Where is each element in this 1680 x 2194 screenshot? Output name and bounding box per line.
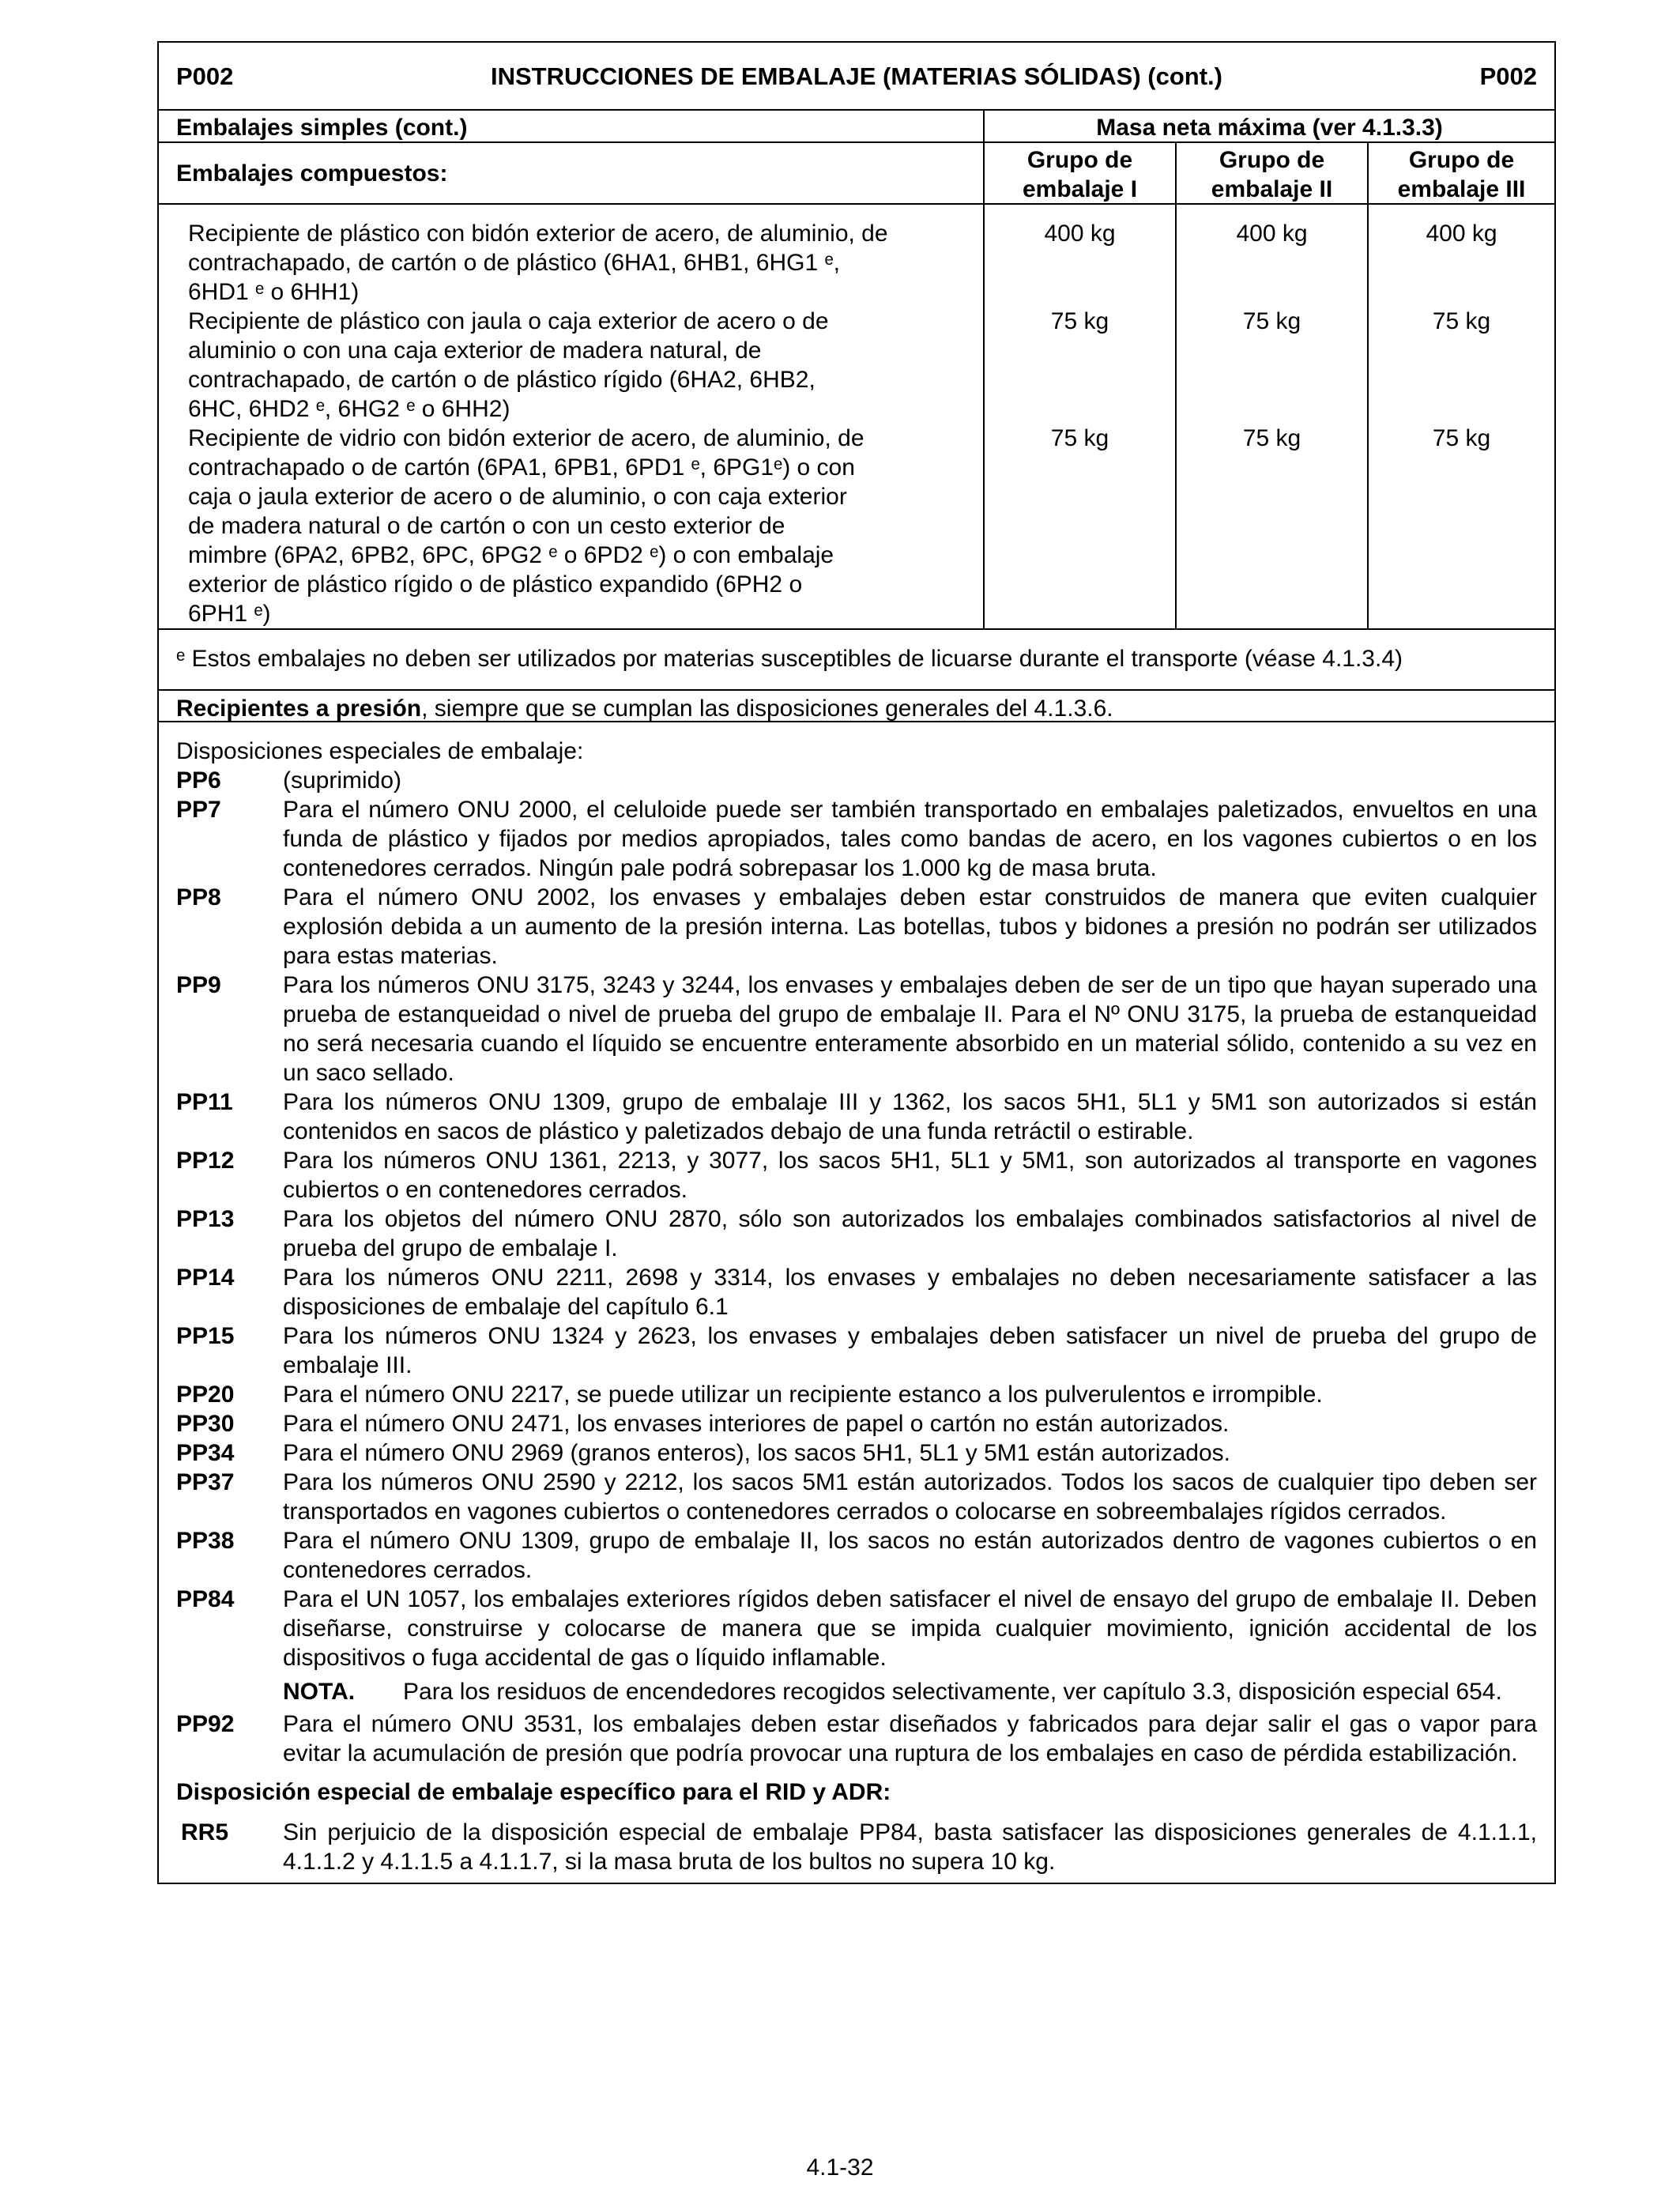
- provision-pp92: [176, 1710, 1537, 1768]
- provision-code: PP38: [176, 1528, 235, 1554]
- provision-pp14: [176, 1263, 1537, 1321]
- provision-text: Para el UN 1057, los embalajes exteriores rígidos deben satisfacer el nivel de ensayo del grupo de embalaje II. Deben diseñarse, construirse y colocarse de manera que se impida cualquier movimiento, ignición accidental de los dispositivos o fuga accidental de gas o líquido inflamable.: [283, 1586, 1537, 1671]
- simple-packagings-label: Embalajes simples (cont.): [159, 111, 983, 143]
- provision-pp37: [176, 1468, 1537, 1526]
- provision-pp34: [176, 1438, 1537, 1468]
- header-title: INSTRUCCIONES DE EMBALAJE (MATERIAS SÓLIDAS) (cont.): [491, 62, 1222, 90]
- group-header-1: Grupo de embalaje I: [983, 143, 1175, 205]
- composite-packagings-label: Embalajes compuestos:: [159, 143, 983, 205]
- provision-pp9: [176, 971, 1537, 1088]
- provision-code: PP8: [176, 884, 221, 910]
- provision-code: PP34: [176, 1440, 235, 1466]
- provision-code: PP15: [176, 1323, 235, 1349]
- packing-instruction-table: [157, 41, 1556, 1884]
- provision-text: Para los números ONU 2211, 2698 y 3314, los envases y embalajes no deben necesariamente satisfacer a las disposiciones de embalaje del capítulo 6.1: [283, 1265, 1537, 1320]
- max-net-mass-label: Masa neta máxima (ver 4.1.3.3): [983, 111, 1554, 143]
- composite-item-2: Recipiente de plástico con jaula o caja exterior de acero o de aluminio o con una caja exterior de madera natural, de contrachapado, de cartón o de plástico rígido (6HA2, 6HB2, 6HC, 6HD2 ᵉ, 6HG2 ᵉ o 6HH2): [188, 308, 829, 422]
- provision-text: Sin perjuicio de la disposición especial de embalaje PP84, basta satisfacer las disposiciones generales de 4.1.1.1, 4.1.1.2 y 4.1.1.5 a 4.1.1.7, si la masa bruta de los bultos no supera 10 kg.: [283, 1819, 1537, 1875]
- provision-code: PP92: [176, 1711, 235, 1737]
- pressure-receptacles-row: [159, 691, 1554, 722]
- provision-pp12: [176, 1146, 1537, 1204]
- provision-text: Para los números ONU 3175, 3243 y 3244, los envases y embalajes deben de ser de un tipo que hayan superado una prueba de estanqueidad o nivel de prueba del grupo de embalaje II. Para el Nº ONU 3175, la prueba de estanqueidad no será necesaria cuando el líquido se encuentre enteramente absorbido en un material sólido, contenido a su vez en un saco sellado.: [283, 972, 1537, 1086]
- provision-code: PP30: [176, 1411, 235, 1437]
- header-code-right: P002: [1479, 62, 1537, 90]
- group-header-2: Grupo de embalaje II: [1175, 143, 1367, 205]
- composite-item-3: Recipiente de vidrio con bidón exterior de acero, de aluminio, de contrachapado o de cartón (6PA1, 6PB1, 6PD1 ᵉ, 6PG1ᵉ) o con caja o jaula exterior de acero o de aluminio, o con caja exterior de madera natural o de cartón o con un cesto exterior de mimbre (6PA2, 6PB2, 6PC, 6PG2 ᵉ o 6PD2 ᵉ) o con embalaje exterior de plástico rígido o de plástico expandido (6PH2 o 6PH1 ᵉ): [188, 425, 864, 627]
- provision-text: (suprimido): [283, 767, 402, 794]
- special-provisions-intro: Disposiciones especiales de embalaje:: [176, 738, 584, 764]
- provision-rr5: [176, 1818, 1537, 1876]
- provision-text: Para el número ONU 1309, grupo de embalaje II, los sacos no están autorizados dentro de vagones cubiertos o en contenedores cerrados.: [283, 1528, 1537, 1583]
- provision-pp13: [176, 1204, 1537, 1263]
- provision-pp11: [176, 1088, 1537, 1146]
- group-header-3: Grupo de embalaje III: [1367, 143, 1554, 205]
- provision-code: PP20: [176, 1382, 235, 1408]
- provision-code: PP7: [176, 797, 221, 823]
- provision-text: Para el número ONU 2471, los envases interiores de papel o cartón no están autorizados.: [283, 1411, 1230, 1437]
- provision-pp38: [176, 1526, 1537, 1585]
- group-2-values: 400 kg 75 kg 75 kg: [1175, 205, 1367, 628]
- provision-text: Para el número ONU 3531, los embalajes deben estar diseñados y fabricados para dejar salir el gas o vapor para evitar la acumulación de presión que podría provocar una ruptura de los embalajes en caso de pérdida estabilización.: [283, 1711, 1537, 1766]
- provision-code: PP13: [176, 1206, 235, 1232]
- provision-text: Para el número ONU 2217, se puede utilizar un recipiente estanco a los pulverulentos e irrompible.: [283, 1382, 1323, 1408]
- provision-pp7: [176, 795, 1537, 883]
- provision-code: PP37: [176, 1469, 235, 1495]
- composite-item-1: Recipiente de plástico con bidón exterior de acero, de aluminio, de contrachapado, de cartón o de plástico (6HA1, 6HB1, 6HG1 ᵉ, 6HD1 ᵉ o 6HH1): [188, 221, 888, 305]
- group-1-values: 400 kg 75 kg 75 kg: [983, 205, 1175, 628]
- footnote-e: ᵉ Estos embalajes no deben ser utilizados por materias susceptibles de licuarse durante el transporte (véase 4.1.3.4): [159, 630, 1554, 691]
- nota-label: NOTA.: [283, 1679, 356, 1705]
- provision-code: PP12: [176, 1148, 235, 1174]
- provision-text: Para los números ONU 1309, grupo de embalaje III y 1362, los sacos 5H1, 5L1 y 5M1 son autorizados si están contenidos en sacos de plástico y paletizados debajo de una funda retráctil o estirable.: [283, 1089, 1537, 1144]
- provision-code: PP14: [176, 1265, 235, 1291]
- provision-code: RR5: [181, 1819, 229, 1845]
- pressure-receptacles-label: Recipientes a presión: [176, 696, 422, 722]
- provision-code: PP84: [176, 1586, 235, 1612]
- provision-text: Para los números ONU 2590 y 2212, los sacos 5M1 están autorizados. Todos los sacos de cualquier tipo deben ser transportados en vagones cubiertos o contenedores cerrados o colocarse en sobreembalajes rígidos cerrados.: [283, 1469, 1537, 1525]
- provision-pp30: [176, 1409, 1537, 1438]
- rid-adr-title: Disposición especial de embalaje específico para el RID y ADR:: [176, 1779, 891, 1805]
- provision-pp20: [176, 1380, 1537, 1409]
- provision-text: Para los números ONU 1324 y 2623, los envases y embalajes deben satisfacer un nivel de prueba del grupo de embalaje III.: [283, 1323, 1537, 1378]
- provision-pp6: [176, 766, 1537, 795]
- header-row: [159, 43, 1554, 111]
- composite-descriptions: [159, 205, 983, 628]
- special-provisions-section: [159, 722, 1554, 1883]
- provision-pp8: [176, 883, 1537, 971]
- special-provisions-list: [176, 766, 1537, 1672]
- provision-text: Para los números ONU 1361, 2213, y 3077, los sacos 5H1, 5L1 y 5M1, son autorizados al transporte en vagones cubiertos o en contenedores cerrados.: [283, 1148, 1537, 1203]
- pressure-receptacles-text: , siempre que se cumplan las disposiciones generales del 4.1.3.6.: [421, 696, 1113, 722]
- nota-text: Para los residuos de encendedores recogidos selectivamente, ver capítulo 3.3, disposición especial 654.: [403, 1679, 1502, 1705]
- page-number: 4.1-32: [806, 2154, 874, 2181]
- nota-block: [176, 1677, 1537, 1706]
- provision-code: PP6: [176, 767, 221, 794]
- provision-text: Para el número ONU 2000, el celuloide puede ser también transportado en embalajes paletizados, envueltos en una funda de plástico y fijados por medios apropiados, tales como bandas de acero, en los vagones cubiertos o en los contenedores cerrados. Ningún pale podrá sobrepasar los 1.000 kg de masa bruta.: [283, 797, 1537, 881]
- group-3-values: 400 kg 75 kg 75 kg: [1367, 205, 1554, 628]
- provision-code: PP9: [176, 972, 221, 998]
- provision-pp84: [176, 1585, 1537, 1672]
- provision-pp15: [176, 1321, 1537, 1380]
- simple-packagings-section: [159, 111, 1554, 630]
- provision-text: Para el número ONU 2002, los envases y embalajes deben estar construidos de manera que eviten cualquier explosión debida a un aumento de la presión interna. Las botellas, tubos y bidones a presión no podrán ser utilizados para estas materias.: [283, 884, 1537, 969]
- provision-code: PP11: [176, 1089, 233, 1115]
- provision-text: Para el número ONU 2969 (granos enteros), los sacos 5H1, 5L1 y 5M1 están autorizados.: [283, 1440, 1230, 1466]
- provision-text: Para los objetos del número ONU 2870, sólo son autorizados los embalajes combinados satisfactorios al nivel de prueba del grupo de embalaje I.: [283, 1206, 1537, 1261]
- header-code-left: P002: [176, 62, 234, 90]
